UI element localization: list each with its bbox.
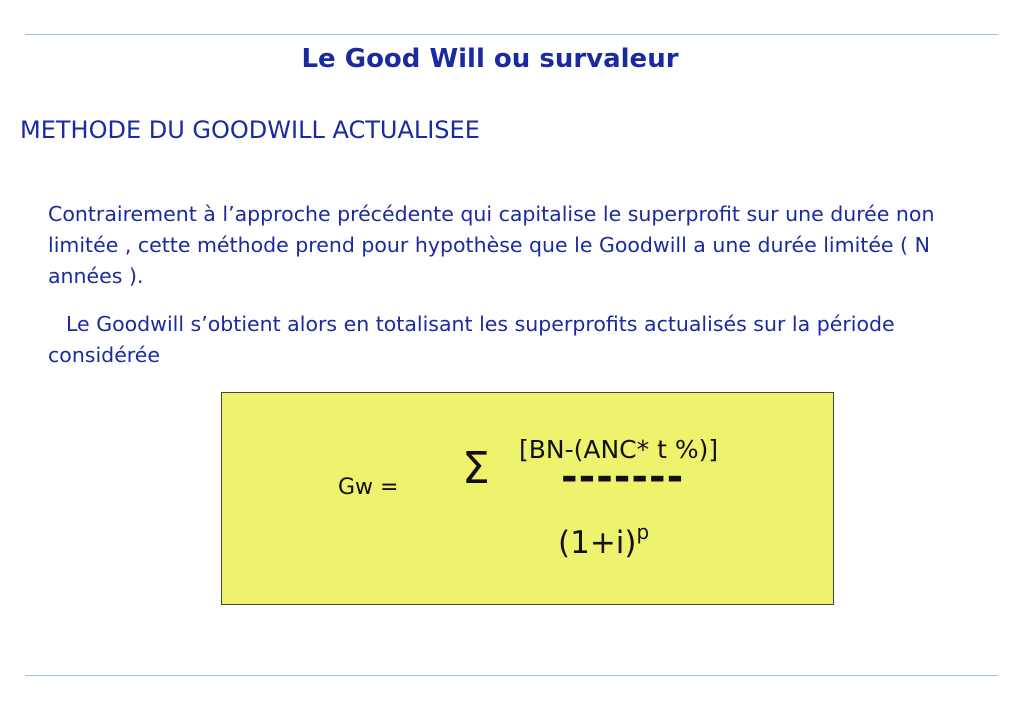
sum-symbol: Σ xyxy=(462,443,490,494)
top-divider xyxy=(25,34,998,35)
formula-numerator: [BN-(ANC* t %)] xyxy=(519,435,719,464)
section-heading: METHODE DU GOODWILL ACTUALISEE xyxy=(20,116,480,144)
denominator-exponent: p xyxy=(636,520,650,544)
formula-denominator xyxy=(558,520,649,561)
paragraph-text: Le Goodwill s’obtient alors en totalisant les superprofits actualisés sur la période considérée xyxy=(48,312,895,367)
paragraph-goodwill-calculation xyxy=(48,309,998,371)
fraction-bar: ------- xyxy=(561,454,685,500)
slide-title: Le Good Will ou survaleur xyxy=(301,44,679,74)
formula-box xyxy=(221,392,834,605)
bottom-divider xyxy=(25,675,998,676)
denominator-base: (1+i) xyxy=(558,525,637,561)
paragraph-method-description xyxy=(48,199,998,292)
paragraph-text: Contrairement à l’approche précédente qui capitalise le superprofit sur une durée non limitée , cette méthode prend pour hypothèse que le Goodwill a une durée limitée ( N années ). xyxy=(48,202,935,288)
formula-label: Gw = xyxy=(338,475,399,500)
